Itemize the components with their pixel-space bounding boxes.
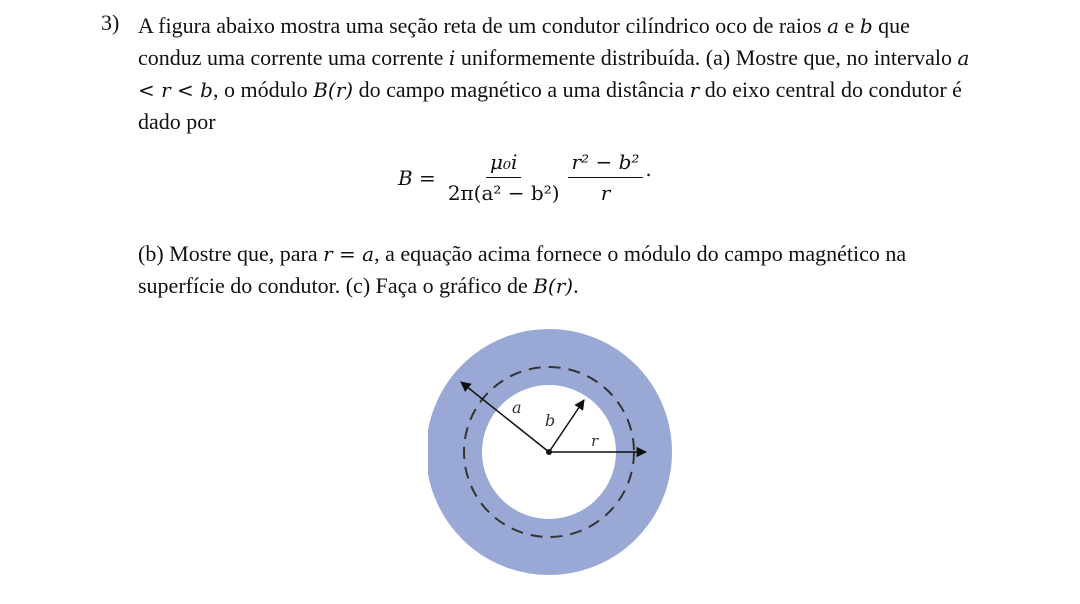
math-var-i: i bbox=[448, 46, 456, 70]
math-condition: r = a bbox=[323, 242, 375, 266]
question-paragraph-2 bbox=[138, 238, 970, 302]
text-segment: e bbox=[839, 13, 860, 38]
conductor-cross-section-figure bbox=[428, 318, 678, 588]
text-segment: do campo magnético a uma distância bbox=[353, 77, 690, 102]
label-r: r bbox=[591, 432, 599, 450]
equation-lhs: B = bbox=[398, 165, 436, 190]
text-segment: . bbox=[573, 273, 579, 298]
text-segment: do eixo central do condutor é dado por bbox=[138, 77, 962, 134]
equation-period: . bbox=[645, 157, 652, 181]
math-func-B: B(r) bbox=[533, 274, 574, 298]
text-segment: A figura abaixo mostra uma seção reta de um condutor cilíndrico oco de raios bbox=[138, 13, 828, 38]
label-a: a bbox=[512, 398, 522, 417]
fraction-1-numerator: μ₀i bbox=[486, 150, 521, 178]
math-var-r: r bbox=[689, 78, 700, 102]
fraction-1-denominator: 2π(a² − b²) bbox=[447, 181, 560, 205]
question-paragraph-1 bbox=[138, 10, 970, 137]
label-b: b bbox=[545, 411, 556, 430]
text-segment: uniformemente distribuída. (a) Mostre que, no intervalo bbox=[455, 45, 958, 70]
text-segment: , a equação acima fornece o módulo do campo magnético na superfície do condutor. (c) Faça o gráfico de bbox=[138, 241, 907, 298]
fraction-2 bbox=[568, 150, 644, 205]
fraction-2-numerator: r² − b² bbox=[568, 150, 644, 178]
math-func-B: B(r) bbox=[313, 78, 354, 102]
fraction-1 bbox=[444, 150, 564, 205]
question-number: 3) bbox=[101, 10, 120, 35]
text-segment: (b) Mostre que, para bbox=[138, 241, 324, 266]
equation-B bbox=[398, 150, 652, 205]
center-point bbox=[546, 449, 552, 455]
math-var-a: a bbox=[827, 14, 840, 38]
text-segment: , o módulo bbox=[212, 77, 314, 102]
text-segment: que conduz uma corrente uma corrente bbox=[138, 13, 910, 70]
fraction-2-denominator: r bbox=[600, 181, 611, 205]
math-var-b: b bbox=[859, 14, 873, 38]
math-inequality: a < r < b bbox=[138, 46, 970, 102]
